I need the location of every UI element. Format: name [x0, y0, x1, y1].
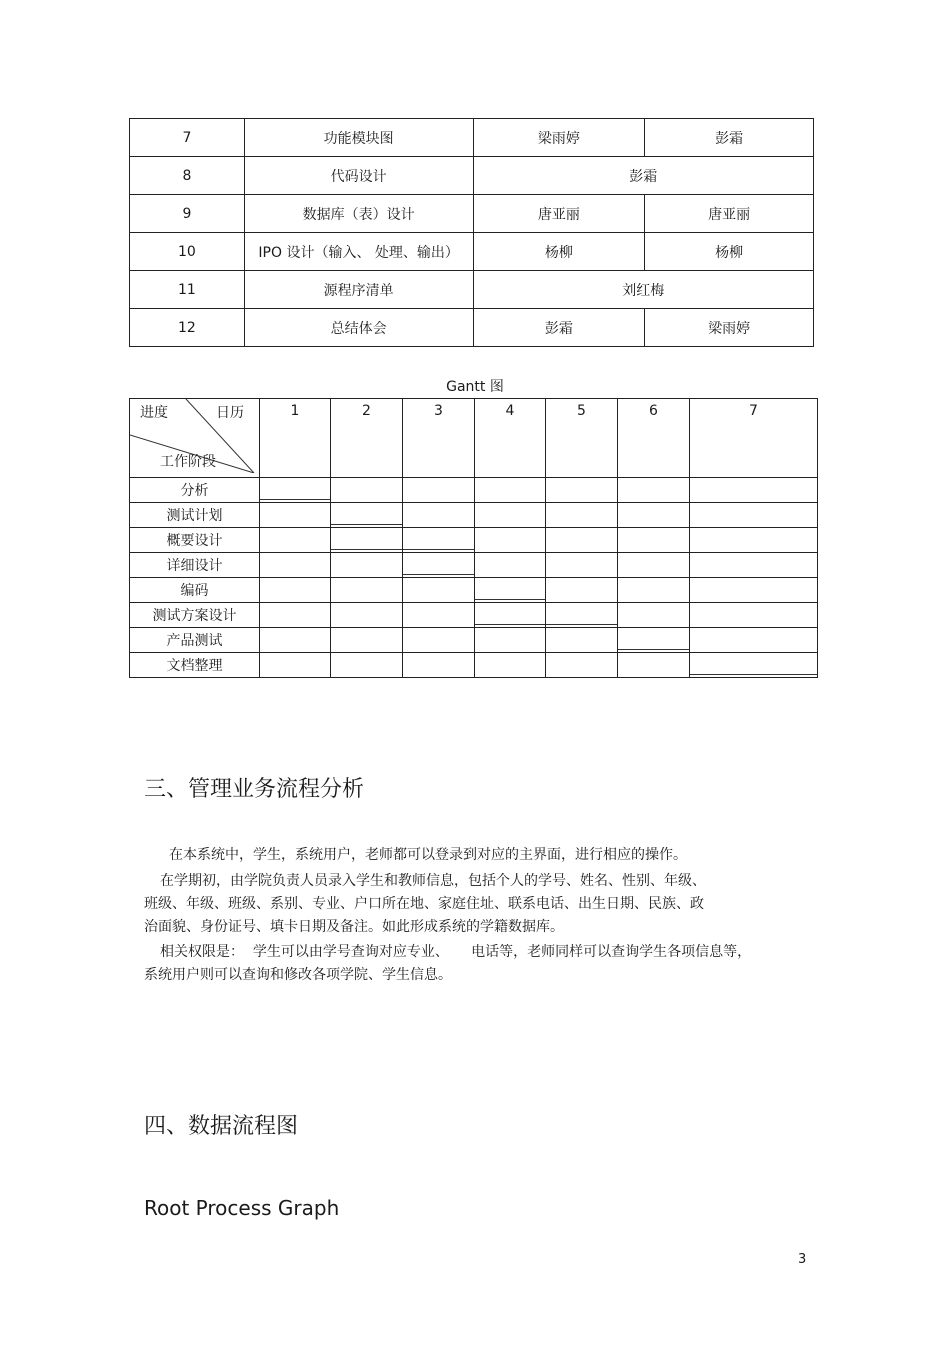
section3-paragraph: 系统用户则可以查询和修改各项学院、学生信息。	[144, 967, 452, 983]
section3-paragraph: 班级、年级、班级、系别、专业、户口所在地、家庭住址、联系电话、出生日期、民族、政	[144, 896, 704, 912]
gantt-bar	[546, 624, 617, 625]
gantt-bar	[331, 524, 402, 525]
section4-heading: 四、数据流程图	[144, 1114, 299, 1139]
task-number-cell: 8	[130, 157, 245, 195]
gantt-cell	[403, 553, 475, 578]
gantt-cell	[690, 528, 818, 553]
task-reviewer-cell: 唐亚丽	[645, 195, 814, 233]
gantt-cell	[475, 553, 546, 578]
gantt-cell	[475, 653, 546, 678]
task-item-cell: 总结体会	[244, 309, 473, 347]
task-number-cell: 12	[130, 309, 245, 347]
gantt-cell	[403, 528, 475, 553]
gantt-cell	[546, 603, 618, 628]
task-owner-cell: 梁雨婷	[473, 119, 645, 157]
gantt-title: Gantt 图	[446, 379, 504, 395]
task-number-cell: 9	[130, 195, 245, 233]
gantt-cell	[618, 553, 690, 578]
gantt-cell	[403, 628, 475, 653]
page-number: 3	[798, 1252, 807, 1267]
task-row	[130, 309, 814, 347]
gantt-row	[130, 653, 818, 678]
section3-heading: 三、管理业务流程分析	[144, 777, 365, 802]
gantt-row	[130, 503, 818, 528]
gantt-cell	[690, 653, 818, 678]
gantt-day-header: 6	[618, 399, 690, 478]
gantt-cell	[260, 553, 331, 578]
corner-progress-label: 进度	[140, 405, 168, 421]
gantt-cell	[475, 603, 546, 628]
section3-paragraph: 相关权限是： 学生可以由学号查询对应专业、 电话等，老师同样可以查询学生各项信息等，	[160, 944, 752, 960]
section3-paragraph: 在学期初，由学院负责人员录入学生和教师信息，包括个人的学号、姓名、性别、年级、	[160, 873, 706, 889]
gantt-cell	[260, 653, 331, 678]
task-item-cell: 功能模块图	[244, 119, 473, 157]
gantt-cell	[475, 528, 546, 553]
gantt-row	[130, 603, 818, 628]
gantt-cell	[546, 653, 618, 678]
gantt-stage-label: 测试方案设计	[130, 603, 260, 628]
task-number-cell: 10	[130, 233, 245, 271]
gantt-cell	[260, 603, 331, 628]
gantt-corner-cell	[130, 399, 260, 478]
gantt-bar	[475, 599, 545, 600]
gantt-cell	[546, 578, 618, 603]
task-row	[130, 195, 814, 233]
gantt-cell	[546, 478, 618, 503]
gantt-day-header: 7	[690, 399, 818, 478]
gantt-cell	[331, 653, 403, 678]
task-item-cell: 代码设计	[244, 157, 473, 195]
gantt-cell	[546, 628, 618, 653]
gantt-cell	[331, 603, 403, 628]
gantt-cell	[403, 653, 475, 678]
gantt-bar	[690, 674, 817, 675]
gantt-cell	[690, 553, 818, 578]
gantt-cell	[618, 528, 690, 553]
gantt-cell	[546, 528, 618, 553]
gantt-day-header: 2	[331, 399, 403, 478]
gantt-cell	[618, 578, 690, 603]
task-row	[130, 157, 814, 195]
task-row	[130, 119, 814, 157]
gantt-cell	[331, 553, 403, 578]
gantt-cell	[331, 628, 403, 653]
gantt-cell	[690, 503, 818, 528]
gantt-cell	[475, 478, 546, 503]
gantt-cell	[331, 478, 403, 503]
task-table	[129, 118, 814, 347]
task-reviewer-cell: 梁雨婷	[645, 309, 814, 347]
gantt-cell	[690, 478, 818, 503]
section3-paragraph: 治面貌、身份证号、填卡日期及备注。如此形成系统的学籍数据库。	[144, 919, 564, 935]
gantt-cell	[475, 503, 546, 528]
gantt-stage-label: 详细设计	[130, 553, 260, 578]
gantt-cell	[260, 528, 331, 553]
gantt-stage-label: 文档整理	[130, 653, 260, 678]
gantt-cell	[618, 478, 690, 503]
gantt-bar	[403, 574, 474, 575]
section3-paragraph: 在本系统中，学生，系统用户，老师都可以登录到对应的主界面，进行相应的操作。	[169, 847, 687, 863]
task-item-cell: 源程序清单	[244, 271, 473, 309]
gantt-bar	[331, 549, 402, 550]
root-process-graph-title: Root Process Graph	[144, 1196, 340, 1220]
task-row	[130, 271, 814, 309]
gantt-cell	[618, 603, 690, 628]
task-row	[130, 233, 814, 271]
gantt-cell	[403, 478, 475, 503]
gantt-cell	[618, 653, 690, 678]
task-owner-cell: 唐亚丽	[473, 195, 645, 233]
gantt-cell	[331, 528, 403, 553]
task-item-cell: 数据库（表）设计	[244, 195, 473, 233]
gantt-day-header: 4	[475, 399, 546, 478]
gantt-cell	[403, 578, 475, 603]
gantt-row	[130, 553, 818, 578]
task-reviewer-cell: 彭霜	[645, 119, 814, 157]
gantt-cell	[260, 503, 331, 528]
gantt-cell	[690, 603, 818, 628]
corner-stage-label: 工作阶段	[160, 454, 216, 470]
gantt-bar	[475, 624, 545, 625]
task-owner-cell: 杨柳	[473, 233, 645, 271]
gantt-cell	[546, 503, 618, 528]
gantt-stage-label: 编码	[130, 578, 260, 603]
gantt-row	[130, 578, 818, 603]
gantt-cell	[690, 578, 818, 603]
corner-calendar-label: 日历	[216, 405, 244, 421]
gantt-row	[130, 528, 818, 553]
task-number-cell: 11	[130, 271, 245, 309]
gantt-cell	[260, 628, 331, 653]
gantt-cell	[331, 578, 403, 603]
gantt-day-header: 3	[403, 399, 475, 478]
gantt-stage-label: 产品测试	[130, 628, 260, 653]
gantt-cell	[618, 628, 690, 653]
gantt-cell	[260, 578, 331, 603]
gantt-table	[129, 398, 818, 678]
task-owner-cell: 彭霜	[473, 157, 814, 195]
task-owner-cell: 彭霜	[473, 309, 645, 347]
task-number-cell: 7	[130, 119, 245, 157]
gantt-cell	[546, 553, 618, 578]
gantt-row	[130, 478, 818, 503]
gantt-cell	[403, 503, 475, 528]
gantt-stage-label: 概要设计	[130, 528, 260, 553]
gantt-row	[130, 628, 818, 653]
task-owner-cell: 刘红梅	[473, 271, 814, 309]
gantt-bar	[403, 549, 474, 550]
task-item-cell: IPO 设计（输入、 处理、输出）	[244, 233, 473, 271]
gantt-cell	[331, 503, 403, 528]
gantt-bar	[618, 649, 689, 650]
gantt-bar	[260, 499, 330, 500]
gantt-cell	[260, 478, 331, 503]
gantt-cell	[618, 503, 690, 528]
gantt-day-header: 5	[546, 399, 618, 478]
task-reviewer-cell: 杨柳	[645, 233, 814, 271]
gantt-cell	[403, 603, 475, 628]
gantt-day-header: 1	[260, 399, 331, 478]
gantt-stage-label: 分析	[130, 478, 260, 503]
gantt-stage-label: 测试计划	[130, 503, 260, 528]
gantt-cell	[475, 578, 546, 603]
gantt-cell	[690, 628, 818, 653]
gantt-cell	[475, 628, 546, 653]
